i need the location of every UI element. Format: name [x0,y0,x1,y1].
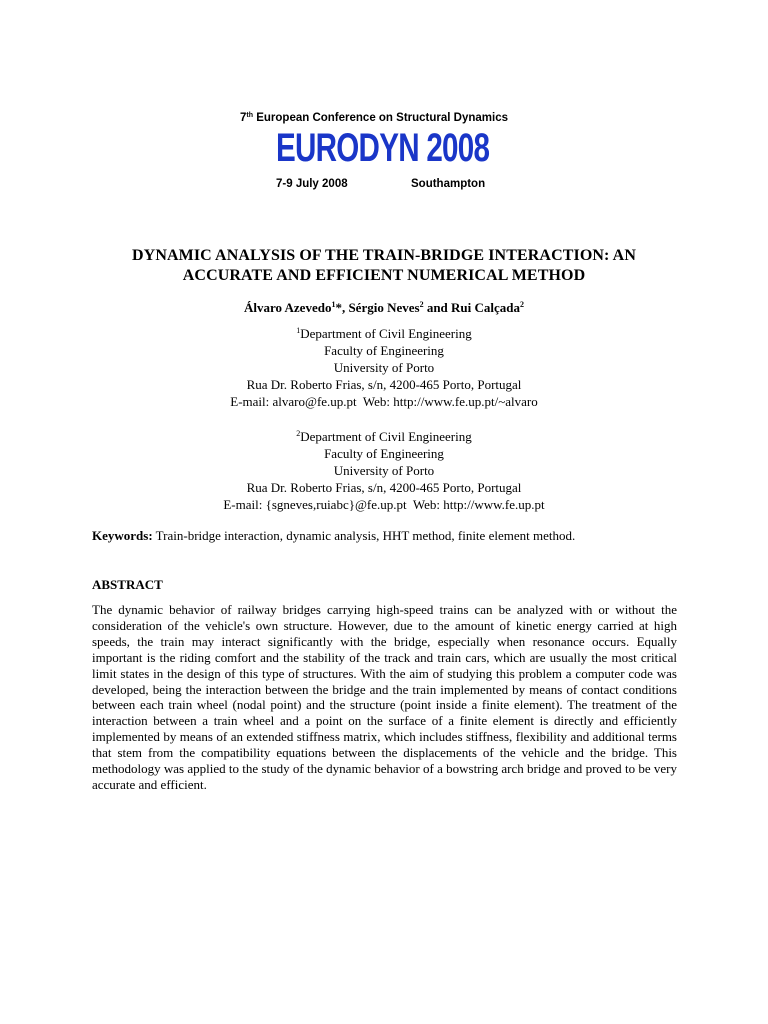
affiliation-2 [60,425,708,513]
affiliation-faculty: Faculty of Engineering [324,446,444,461]
edition-suffix: th [246,112,254,119]
edition-number: 7 [240,112,247,124]
affiliation-mark: 1 [296,326,301,335]
affiliation-faculty: Faculty of Engineering [324,343,444,358]
keywords [92,528,692,544]
title-line-1: DYNAMIC ANALYSIS OF THE TRAIN-BRIDGE INTERACTION: AN [132,247,636,264]
author-separator: , [341,300,349,315]
conference-date: 7-9 July 2008 [276,178,348,190]
author-2-affil-mark: 2 [419,300,424,309]
author-separator: and [423,300,452,315]
affiliation-university: University of Porto [333,360,435,375]
paper-title [60,246,708,286]
affiliation-dept-text: Department of Civil Engineering [300,429,472,444]
keywords-text: Train-bridge interaction, dynamic analysis, HHT method, finite element method. [152,528,576,543]
author-1-affil-mark: 1 [331,300,336,309]
affiliation-contact: E-mail: {sgneves,ruiabc}@fe.up.pt Web: http://www.fe.up.pt [223,497,545,512]
affiliation-address: Rua Dr. Roberto Frias, s/n, 4200-465 Porto, Portugal [246,480,522,495]
conference-name: European Conference on Structural Dynamics [256,112,509,124]
eurodyn-logo: EURODYN 2008 [276,126,490,170]
corresponding-author-mark: * [335,300,342,315]
affiliation-dept-text: Department of Civil Engineering [300,326,472,341]
affiliation-mark: 2 [296,429,301,438]
affiliation-dept [60,425,708,445]
conference-place: Southampton [411,178,486,190]
abstract-body: The dynamic behavior of railway bridges carrying high-speed trains can be analyzed with or without the consideration of the vehicle's own structure. However, due to the amount of kinetic energy carried at high speeds, the train may interact significantly with the bridge, especially when resonance occurs. Equally important is the riding comfort and the stability of the track and train cars, which are usually the most critical limit states in the design of this type of structures. With the aim of studying this problem a computer code was developed, being the interaction between the bridge and the train implemented by means of contact conditions between each train wheel (nodal point) and the structure (point inside a finite element). The treatment of the interaction between a train wheel and a point on the surface of a finite element is directly and efficiently implemented by means of an extended stiffness matrix, which includes stiffness, flexibility and additional terms that stem from the compatibility equations between the displacements of the vehicle and the bridge. This methodology was applied to the study of the dynamic behavior of a bowstring arch bridge and proved to be very accurate and efficient. [92,602,677,792]
author-2: Sérgio Neves [348,300,420,315]
affiliation-dept [60,322,708,342]
abstract-heading: ABSTRACT [92,577,163,592]
author-3: Rui Calçada [451,300,521,315]
author-list [60,300,708,316]
affiliation-1 [60,322,708,410]
author-3-affil-mark: 2 [520,300,525,309]
author-1: Álvaro Azevedo [243,300,332,315]
conference-edition-line [240,112,508,124]
title-line-2: ACCURATE AND EFFICIENT NUMERICAL METHOD [182,267,586,284]
affiliation-university: University of Porto [333,463,435,478]
affiliation-address: Rua Dr. Roberto Frias, s/n, 4200-465 Porto, Portugal [246,377,522,392]
keywords-label: Keywords: [92,528,153,543]
affiliation-contact: E-mail: alvaro@fe.up.pt Web: http://www.fe.up.pt/~alvaro [230,394,538,409]
